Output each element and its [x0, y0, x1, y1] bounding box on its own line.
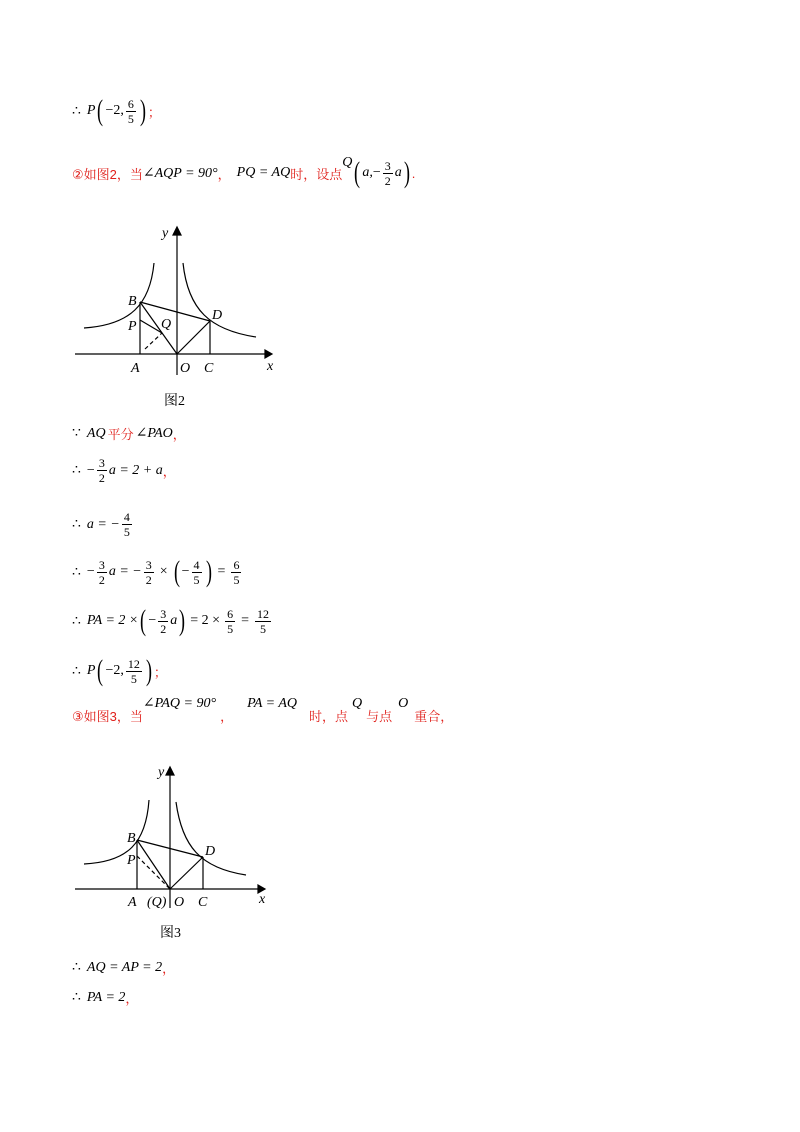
equation-part: = 2 × — [190, 613, 221, 628]
numerator: 3 — [384, 158, 391, 173]
denominator: 5 — [127, 111, 134, 126]
minus-sign: − — [148, 613, 157, 628]
punctuation: ， — [217, 166, 231, 182]
y-axis-label: y — [158, 765, 165, 780]
right-paren: ) — [179, 604, 186, 637]
variable: a — [170, 613, 178, 628]
y-axis-arrow — [173, 227, 181, 235]
equation: AQ = AP = 2 — [86, 959, 163, 975]
right-paren: ) — [139, 94, 146, 127]
length-condition: PQ = AQ — [236, 165, 291, 180]
minus-sign: − — [86, 564, 95, 579]
fraction — [231, 558, 241, 587]
hyperbola-right-branch — [176, 802, 246, 875]
step-pa-length — [72, 606, 273, 636]
step-solve-a — [72, 510, 134, 539]
fraction — [383, 159, 393, 188]
point-C-label: C — [204, 361, 214, 376]
point-Q-label: Q — [161, 317, 172, 332]
punctuation: ； — [147, 104, 161, 120]
denominator: 5 — [193, 572, 200, 587]
equals-sign: = — [241, 613, 249, 628]
point-C-label: C — [198, 895, 208, 910]
fraction — [255, 607, 271, 636]
therefore-symbol: ∴ — [72, 990, 81, 1005]
point-Q-label: (Q) — [147, 895, 167, 910]
case-2-heading — [72, 155, 416, 189]
y-axis-label: y — [162, 226, 169, 241]
numerator: 6 — [227, 606, 234, 621]
point-B-label: B — [127, 831, 136, 846]
step-evaluate — [72, 557, 243, 587]
point-label: Q — [342, 155, 353, 170]
denominator: 2 — [145, 572, 152, 587]
connector-text: 时，点 — [309, 709, 349, 724]
minus-sign: − — [372, 165, 381, 180]
left-paren: ( — [97, 94, 104, 127]
left-paren: ( — [140, 604, 147, 637]
therefore-symbol: ∴ — [72, 564, 81, 580]
point-A-label: A — [131, 361, 140, 376]
segment-PQ-dashed — [137, 856, 170, 889]
numerator: 3 — [98, 557, 105, 572]
step-p-coordinate-1 — [72, 96, 161, 126]
denominator: 2 — [160, 621, 167, 636]
fraction — [97, 558, 107, 587]
coordinate-x: −2, — [105, 663, 124, 678]
connector-text: 重合， — [414, 709, 454, 724]
y-axis-arrow — [166, 767, 174, 775]
numerator: 3 — [145, 557, 152, 572]
fraction — [122, 510, 132, 539]
point-label: O — [398, 695, 409, 711]
figure-3-diagram — [70, 758, 290, 918]
punctuation: ， — [220, 709, 234, 724]
fraction — [192, 558, 202, 587]
segment-AQ-dashed — [145, 333, 162, 349]
coordinate-x: −2, — [105, 103, 124, 118]
point-D-label: D — [205, 844, 216, 859]
length-condition: PA = AQ — [247, 695, 297, 711]
fraction — [144, 558, 154, 587]
point-A-label: A — [128, 895, 137, 910]
fraction — [225, 607, 235, 636]
minus-sign: − — [181, 564, 190, 579]
equation: PA = 2 — [86, 989, 126, 1005]
figure-2-diagram — [70, 215, 290, 385]
figure-3-caption: 图3 — [160, 926, 181, 941]
fraction — [158, 607, 168, 636]
angle-name: ∠PAO — [135, 426, 173, 441]
denominator: 2 — [98, 471, 105, 485]
step-bisector — [72, 424, 186, 443]
hyperbola-left-branch — [84, 800, 149, 864]
connector-text: 与点 — [366, 709, 393, 724]
bisects-text: 平分 — [107, 427, 134, 442]
numerator: 3 — [98, 456, 105, 470]
step-aq-ap — [72, 958, 175, 977]
right-paren: ) — [205, 555, 212, 588]
punctuation: . — [411, 165, 416, 181]
hyperbola-right-branch — [183, 263, 256, 337]
point-O-label: O — [174, 895, 185, 910]
equation-rest: a = 2 + a — [108, 462, 163, 478]
segment-DO — [177, 321, 210, 354]
angle-condition: ∠PAQ = 90° — [142, 696, 217, 711]
segment-name: AQ — [86, 425, 106, 441]
step-p-coordinate-2 — [72, 656, 167, 686]
therefore-symbol: ∴ — [72, 613, 81, 629]
point-B-label: B — [128, 294, 137, 309]
figure-2-caption: 图2 — [164, 394, 185, 409]
therefore-symbol: ∴ — [72, 517, 81, 532]
denominator: 2 — [384, 173, 391, 188]
point-label: P — [86, 103, 96, 118]
point-label: P — [86, 663, 96, 678]
segment-BO — [140, 302, 177, 354]
punctuation: ， — [172, 427, 186, 442]
angle-condition: ∠AQP = 90° — [142, 165, 218, 181]
punctuation: ， — [162, 464, 176, 479]
x-axis-label: x — [267, 359, 274, 374]
variable: a — [394, 165, 402, 180]
denominator: 5 — [123, 525, 130, 539]
therefore-symbol: ∴ — [72, 960, 81, 975]
denominator: 2 — [98, 572, 105, 587]
fraction — [126, 97, 136, 126]
therefore-symbol: ∴ — [72, 463, 81, 478]
times-sign: × — [159, 564, 168, 579]
because-symbol: ∵ — [72, 426, 81, 441]
right-paren: ) — [145, 654, 152, 687]
point-P-label: P — [127, 853, 136, 868]
equation-lhs: a = − — [86, 516, 120, 532]
punctuation: ， — [125, 991, 139, 1006]
step-equation — [72, 456, 176, 485]
right-paren: ) — [403, 156, 410, 189]
minus-sign: − — [86, 462, 95, 478]
point-D-label: D — [212, 308, 223, 323]
coordinate-x: a, — [362, 165, 373, 180]
equals-sign: = — [217, 564, 226, 579]
denominator: 5 — [233, 572, 240, 587]
therefore-symbol: ∴ — [72, 103, 81, 119]
point-label: Q — [352, 695, 363, 711]
left-paren: ( — [173, 555, 180, 588]
numerator: 12 — [256, 606, 269, 621]
segment-PQ — [140, 320, 162, 333]
x-axis-arrow — [265, 350, 272, 358]
denominator: 5 — [227, 621, 234, 636]
case-lead-text: ②如图2，当 — [72, 166, 143, 182]
fraction — [126, 657, 142, 686]
segment-BD — [140, 302, 210, 321]
point-O-label: O — [180, 361, 191, 376]
numerator: 12 — [127, 656, 140, 671]
left-paren: ( — [97, 654, 104, 687]
denominator: 5 — [259, 621, 266, 636]
punctuation: ； — [153, 664, 167, 680]
equation-lhs: PA = 2 × — [86, 613, 139, 628]
numerator: 6 — [127, 96, 134, 111]
step-pa-final — [72, 988, 138, 1007]
hyperbola-left-branch — [84, 263, 154, 328]
numerator: 4 — [193, 557, 200, 572]
left-paren: ( — [354, 156, 361, 189]
fraction — [97, 456, 107, 485]
case-3-heading — [72, 695, 454, 725]
punctuation: ， — [162, 961, 176, 976]
denominator: 5 — [130, 671, 137, 686]
point-P-label: P — [128, 319, 137, 334]
therefore-symbol: ∴ — [72, 663, 81, 679]
connector-text: 时，设点 — [290, 166, 343, 182]
case-lead-text: ③如图3，当 — [72, 709, 143, 724]
numerator: 3 — [160, 606, 167, 621]
segment-DO — [170, 857, 203, 889]
equation-part: a = − — [108, 564, 142, 579]
numerator: 4 — [123, 510, 130, 524]
numerator: 6 — [233, 557, 240, 572]
x-axis-label: x — [259, 892, 266, 907]
